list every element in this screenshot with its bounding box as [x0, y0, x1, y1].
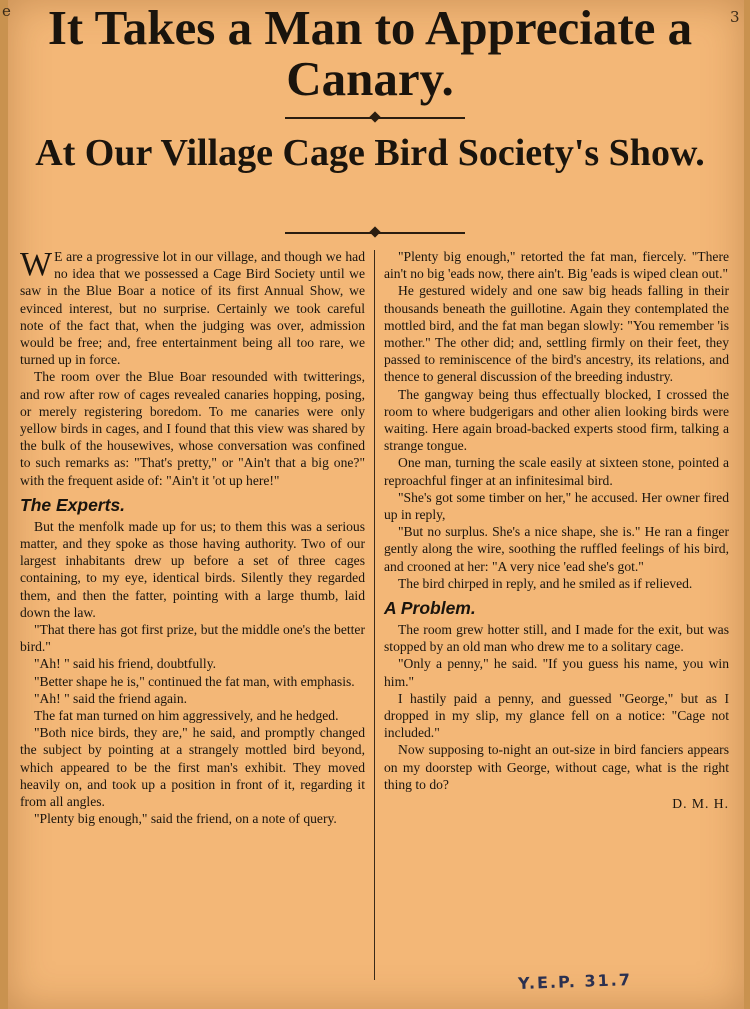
paragraph: Now supposing to-night an out-size in bird fanciers appears on my doorstep with George, without cage, what is the right thing to do?: [384, 742, 729, 792]
paragraph: "Both nice birds, they are," he said, and promptly changed the subject by pointing at a strangely mottled bird beyond, which appeared to be the first man's exhibit. They moved heavily on, and took up a position in front of it, regarding it from all angles.: [20, 725, 365, 810]
paragraph: The fat man turned on him aggressively, and he hedged.: [34, 708, 339, 724]
drop-cap: W: [20, 246, 53, 283]
edge-mark-left: e: [2, 2, 11, 20]
paragraph: "Ah! " said his friend, doubtfully.: [34, 656, 217, 672]
paragraph: "Ah! " said the friend again.: [34, 690, 188, 706]
paragraph: The room grew hotter still, and I made for the exit, but was stopped by an old man who drew me to a solitary cage.: [384, 622, 729, 655]
paragraph: "Only a penny," he said. "If you guess his name, you win him.": [384, 656, 729, 689]
column-divider: [374, 250, 375, 980]
headline-rule-1: [285, 117, 465, 119]
paragraph: "But no surplus. She's a nice shape, she is." He ran a finger gently along the wire, soothing the ruffled feelings of his bird, and crooned at her: "A very nice 'ead she's got.": [384, 524, 729, 574]
paragraph: "That there has got first prize, but the middle one's the better bird.": [20, 622, 365, 655]
paragraph: "Plenty big enough," said the friend, on a note of query.: [34, 811, 337, 827]
paragraph: W E are a progressive lot in our village, and though we had no idea that we possessed a Cage Bird Society until we saw in the Blue Boar a notice of its first Annual Show, we evinced interest, but no surprise. Certainly we took careful note of the fact that, when the judging was over, admission would be free; and, free entertainment being all too rare, we turned up in force.: [20, 246, 365, 368]
handwritten-note: Y.E.P. 31.7: [517, 970, 633, 993]
paragraph: I hastily paid a penny, and guessed "George," but as I dropped in my slip, my glance fell on a notice: "Cage not included.": [384, 690, 729, 741]
paragraph: But the menfolk made up for us; to them this was a serious matter, and they spoke as those having authority. Two of our largest inhabitants drew up before a set of three cages containing, to my eye, identical birds. Silently they regarded them, and then the fatter, pointing with a large thumb, laid down the law.: [20, 518, 365, 620]
headline-rule-2: [285, 232, 465, 234]
subhead-problem: A Problem.: [384, 598, 476, 619]
paragraph: "Plenty big enough," retorted the fat man, fiercely. "There ain't no big 'eads now, there ain't. Big 'eads is wiped clean out.": [384, 249, 729, 282]
paragraph: "She's got some timber on her," he accused. Her owner fired up in reply,: [384, 489, 729, 523]
paragraph: The room over the Blue Boar resounded with twitterings, and row after row of cages revealed canaries hopping, posing, or merely registering boredom. To me canaries were only yellow birds in cages, and I found that this view was shared by the bulk of the housewives, whose conversation was confined to such remarks as: "That's pretty," or "Ain't that a big one?" with the frequent aside of: "Ain't it 'ot up here!": [20, 369, 365, 488]
paragraph: "Better shape he is," continued the fat man, with emphasis.: [34, 673, 355, 689]
headline-title: It Takes a Man to Appreciate a Canary.: [47, 0, 693, 107]
paragraph: One man, turning the scale easily at sixteen stone, pointed a reproachful finger at an infinitesimal bird.: [384, 455, 729, 488]
author-signature: D. M. H.: [672, 796, 729, 812]
paragraph: The gangway being thus effectually blocked, I crossed the room to where budgerigars and other alien looking birds were waiting. Here again broad-backed experts stood firm, talking a strange tongue.: [384, 386, 729, 454]
paragraph: He gestured widely and one saw big heads falling in their thousands beneath the guillotine. Again they contemplated the mottled bird, and the fat man began slowly: "You remember 'is mother." The other did; and, settling firmly on their feet, they passed to reminiscence of the bird's ancestry, its relations, and thence to general discussion of the breeding industry.: [384, 283, 729, 385]
edge-mark-right: 3: [730, 8, 740, 26]
headline-subtitle: At Our Village Cage Bird Society's Show.: [35, 132, 705, 174]
article-column-right: [384, 248, 729, 812]
subhead-experts: The Experts.: [20, 494, 126, 515]
paragraph: The bird chirped in reply, and he smiled as if relieved.: [398, 575, 693, 591]
article-column-left: [20, 248, 365, 828]
